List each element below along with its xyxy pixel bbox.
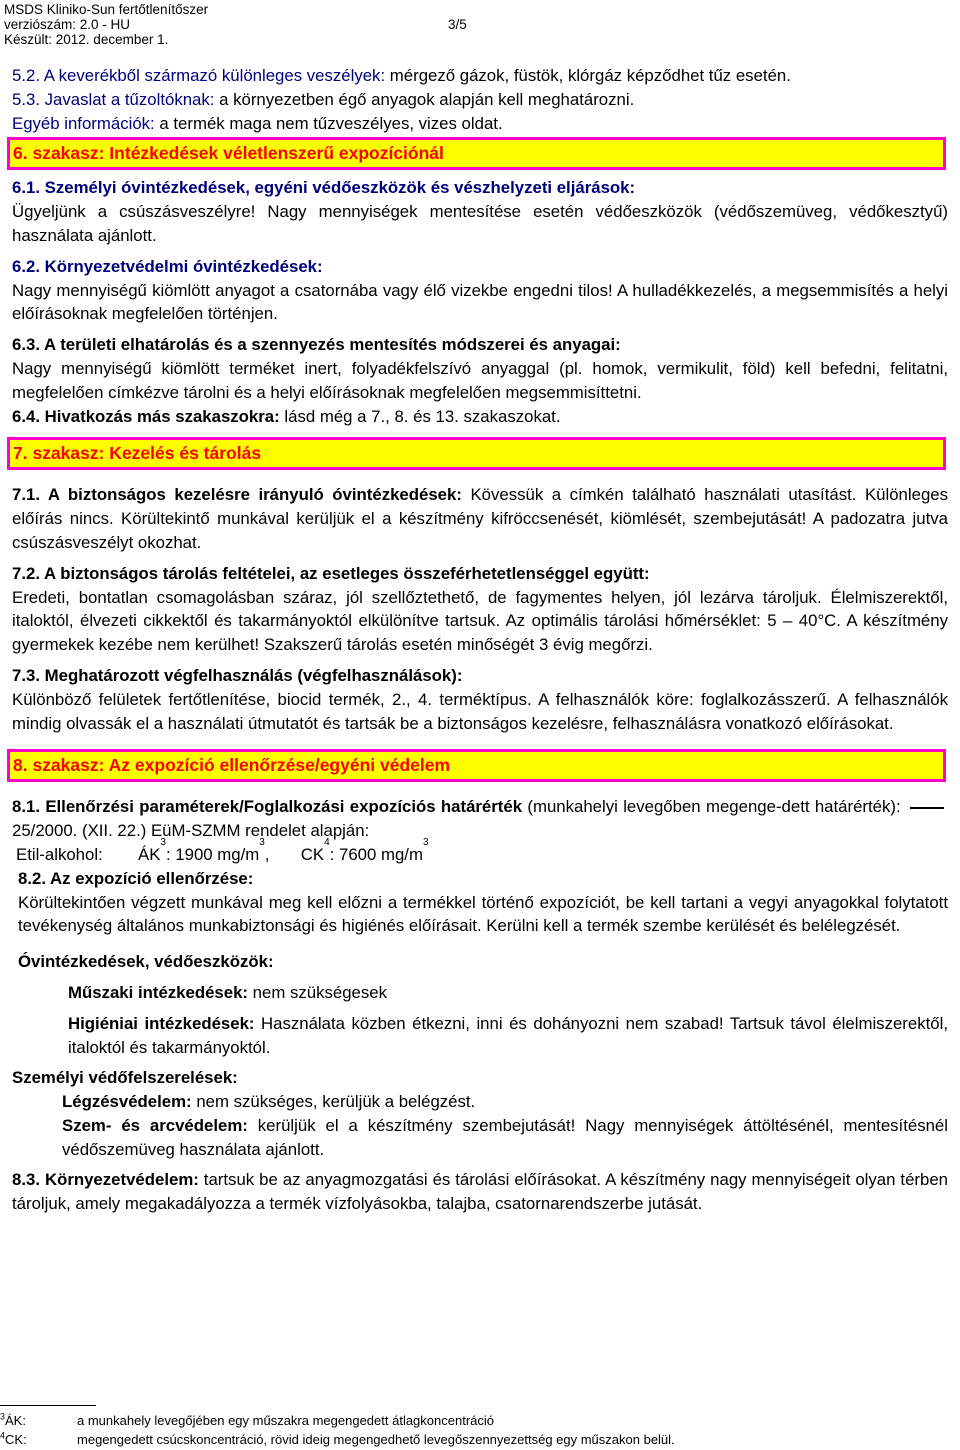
dash-mark bbox=[910, 807, 944, 809]
protect-heading: Óvintézkedések, védőeszközök: bbox=[18, 952, 274, 972]
s81-text-b: 25/2000. (XII. 22.) EüM-SZMM rendelet alapján: bbox=[12, 821, 370, 841]
technical-measures bbox=[12, 981, 948, 1005]
section-8-1 bbox=[12, 795, 948, 843]
eye-label: Szem- és arcvédelem: bbox=[62, 1115, 248, 1135]
footnote-3 bbox=[0, 1413, 494, 1428]
eye-face-protection bbox=[12, 1114, 948, 1162]
section-8-3 bbox=[12, 1168, 948, 1216]
hygiene-measures bbox=[12, 1012, 948, 1060]
s62-text1: Nagy mennyiségű kiömlött anyagot a csatornába vagy élő vizekbe engedni tilos! bbox=[12, 280, 613, 300]
ak-footnote-ref: 3 bbox=[160, 836, 166, 848]
s63-label: 6.3. A területi elhatárolás és a szennyezés mentesítés módszerei és anyagai: bbox=[12, 335, 621, 355]
hyg-text: Használata közben étkezni, inni és dohányozni nem szabad! Tartsuk távol élelmiszerektől, italoktól és takarmányoktól. bbox=[68, 1013, 948, 1057]
other-text: a termék maga nem tűzveszélyes, vizes oldat. bbox=[154, 113, 503, 133]
s72-label: 7.2. A biztonságos tárolás feltételei, az esetleges összeférhetetlenséggel együtt: bbox=[12, 563, 650, 583]
s62-body bbox=[12, 279, 948, 327]
s82-text: Körültekintően végzett munkával meg kell előzni a termékkel történő expozíciót, be kell tartani a vegyi anyagokkal folytatott tevékenység általános munkabiztonsági és higiénés előírásait. Kerülni kell a termék szembe kerülését és belélegzését. bbox=[18, 892, 948, 936]
s63-text: Nagy mennyiségű kiömlött terméket inert, folyadékfelszívó anyaggal (pl. homok, vermikulit, föld) kell befedni, felitatni, megfelelően címkézve tárolni és a helyi előírásoknak megfelelően megsemmisíttetni. bbox=[12, 358, 948, 402]
fn3-text: a munkahely levegőjében egy műszakra megengedett átlagkoncentráció bbox=[77, 1413, 494, 1428]
doc-date: Készült: 2012. december 1. bbox=[4, 32, 169, 47]
s64-label: 6.4. Hivatkozás más szakaszokra: bbox=[12, 406, 280, 426]
tech-text: nem szükségesek bbox=[248, 982, 387, 1002]
s52-label: 5.2. A keverékből származó különleges veszélyek: bbox=[12, 66, 386, 85]
doc-version: verziószám: 2.0 - HU bbox=[4, 17, 131, 32]
s52-text: mérgező gázok, füstök, klórgáz képződhet tűz esetén. bbox=[385, 66, 791, 85]
section-6-heading: 6. szakasz: Intézkedések véletlenszerű expozíciónál bbox=[7, 137, 946, 170]
s83-label: 8.3. Környezetvédelem: bbox=[12, 1170, 199, 1190]
section-5-2 bbox=[12, 64, 948, 88]
s81-text-a: (munkahelyi levegőben megenge-dett határérték): bbox=[522, 797, 901, 817]
resp-text: nem szükséges, kerüljük a belégzést. bbox=[191, 1092, 476, 1112]
ak-abbr: ÁK bbox=[138, 844, 161, 864]
footnote-4 bbox=[0, 1432, 675, 1447]
s62-text2: A hulladékkezelés, a megsemmisítés a helyi előírásoknak megfelelően történjen. bbox=[12, 280, 949, 324]
section-8-heading: 8. szakasz: Az expozíció ellenőrzése/egyéni védelem bbox=[7, 749, 946, 782]
ethanol-limits bbox=[12, 836, 948, 867]
ak-value: : 1900 mg/m bbox=[165, 844, 260, 864]
s71-text: Kövessük a címkén található használati utasítást. Különleges előírás nincs. Körültekintő munkával kerüljük el a készítmény kifröccsenését, kiömlését, szembejutását! A padozatra jutva csúszásveszélyt okozhat. bbox=[12, 485, 948, 552]
section-6-4 bbox=[12, 405, 948, 429]
s73-label: 7.3. Meghatározott végfelhasználás (végfelhasználások): bbox=[12, 665, 463, 685]
s61-body bbox=[12, 200, 948, 248]
s61-label: 6.1. Személyi óvintézkedések, egyéni védőeszközök és vészhelyzeti eljárások: bbox=[12, 178, 636, 198]
s81-label: 8.1. Ellenőrzési paraméterek/Foglalkozási expozíciós határérték bbox=[12, 797, 523, 817]
ak-unit-sup: 3 bbox=[259, 836, 265, 848]
page-header bbox=[4, 2, 467, 47]
ak-separator: , bbox=[264, 844, 270, 864]
s82-label: 8.2. Az expozíció ellenőrzése: bbox=[18, 868, 254, 888]
hyg-label: Higiéniai intézkedések: bbox=[68, 1013, 255, 1033]
s61-text1: Ügyeljünk a csúszásveszélyre! bbox=[12, 202, 256, 222]
other-label: Egyéb információk: bbox=[12, 113, 155, 133]
section-7-1 bbox=[12, 483, 948, 554]
s62-label: 6.2. Környezetvédelmi óvintézkedések: bbox=[12, 256, 323, 276]
tech-label: Műszaki intézkedések: bbox=[68, 982, 249, 1002]
section-5-3 bbox=[12, 88, 948, 112]
ppe-heading: Személyi védőfelszerelések: bbox=[12, 1068, 238, 1088]
eye-text: kerüljük el a készítmény szembejutását! Nagy mennyiségek áttöltésénél, mentesítésnél védőszemüveg használata ajánlott. bbox=[62, 1115, 948, 1159]
page-number: 3/5 bbox=[448, 17, 467, 32]
respiratory-protection bbox=[12, 1090, 948, 1114]
doc-title: MSDS Kliniko-Sun fertőtlenítőszer bbox=[4, 2, 209, 17]
ethanol-name: Etil-alkohol: bbox=[16, 844, 103, 864]
s64-text: lásd még a 7., 8. és 13. szakaszokat. bbox=[279, 406, 561, 426]
s72-text: Eredeti, bontatlan csomagolásban száraz, jól szellőztethető, de fagymentes helyen, jól lezárva tároljuk. Élelmiszerektől, italoktól, élvezeti cikkektől és takarmányoktól elkülönítve tartsuk. Az optimális tárolási hőmérséklet: 5 – 40°C. A készítmény gyermekek kezébe nem kerülhet! Szakszerű tárolás esetén minőségét 3 évig megőrzi. bbox=[12, 587, 948, 655]
resp-label: Légzésvédelem: bbox=[62, 1092, 192, 1112]
ck-value: : 7600 mg/m bbox=[329, 844, 423, 864]
s53-label: 5.3. Javaslat a tűzoltóknak: bbox=[12, 89, 215, 109]
s71-label: 7.1. A biztonságos kezelésre irányuló óvintézkedések: bbox=[12, 485, 462, 505]
fn3-num: 3 bbox=[0, 1411, 6, 1422]
fn3-key: ÁK: bbox=[5, 1413, 26, 1428]
ck-unit-sup: 3 bbox=[422, 836, 429, 848]
s53-text: a környezetben égő anyagok alapján kell meghatározni. bbox=[214, 89, 635, 109]
s61-text2: Nagy mennyiségek mentesítése esetén védőeszközök (védőszemüveg, védőkesztyű) használata ajánlott. bbox=[12, 202, 948, 245]
footnote-rule bbox=[0, 1405, 96, 1406]
section-7-heading: 7. szakasz: Kezelés és tárolás bbox=[7, 437, 946, 470]
fn4-text: megengedett csúcskoncentráció, rövid ideig megengedhető levegőszennyezettség egy műszakon belül. bbox=[77, 1432, 675, 1447]
s83-text: tartsuk be az anyagmozgatási és tárolási előírásokat. A készítmény nagy mennyiségeit olyan térben tároljuk, amely megakadályozza a termék vízfolyásokba, talajba, csatornarendszerbe jutását. bbox=[12, 1170, 948, 1214]
fn4-num: 4 bbox=[0, 1430, 6, 1441]
fn4-key: CK: bbox=[5, 1432, 27, 1447]
document-body bbox=[12, 64, 948, 1216]
ck-abbr: CK bbox=[300, 844, 325, 864]
s73-text: Különböző felületek fertőtlenítése, biocid termék, 2., 4. terméktípus. A felhasználók köre: foglalkozásszerű. A felhasználók mindig olvassák el a használati útmutatót és tartsák be a biztonságos kezelésre, felhasználásra vonatkozó előírásokat. bbox=[12, 689, 948, 733]
ck-footnote-ref: 4 bbox=[324, 836, 330, 848]
other-info bbox=[12, 112, 948, 136]
